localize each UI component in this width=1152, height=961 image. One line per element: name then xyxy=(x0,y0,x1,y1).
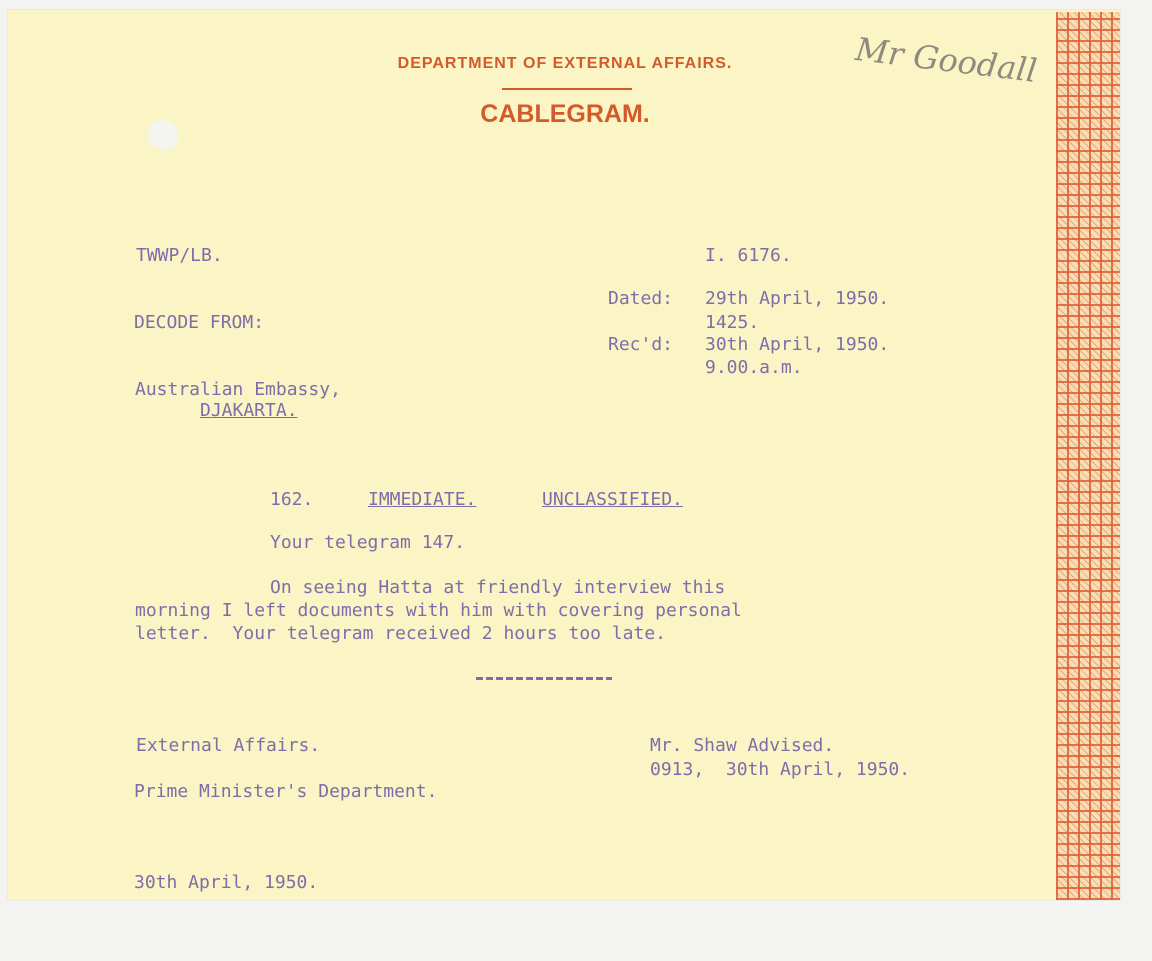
message-number: 162. xyxy=(270,489,314,510)
heading-rule xyxy=(502,88,632,90)
reference-code: TWWP/LB. xyxy=(136,245,223,266)
advised-line-2: 0913, 30th April, 1950. xyxy=(650,759,911,780)
end-of-message-rule xyxy=(476,677,612,680)
distribution-line-2: Prime Minister's Department. xyxy=(134,781,438,802)
message-body-line-1: On seeing Hatta at friendly interview this xyxy=(270,577,726,598)
reference-telegram: Your telegram 147. xyxy=(270,532,466,553)
dated-value: 29th April, 1950. xyxy=(705,288,890,309)
document-title: CABLEGRAM. xyxy=(480,100,650,128)
sender-city: DJAKARTA. xyxy=(200,400,298,421)
dated-time: 1425. xyxy=(705,312,760,333)
message-body-line-2: morning I left documents with him with covering personal xyxy=(135,600,742,621)
advised-line-1: Mr. Shaw Advised. xyxy=(650,735,835,756)
footer-date: 30th April, 1950. xyxy=(134,872,319,893)
decode-from-label: DECODE FROM: xyxy=(134,312,265,333)
dated-label: Dated: xyxy=(608,288,674,309)
sender-name: Australian Embassy, xyxy=(135,379,341,400)
distribution-line-1: External Affairs. xyxy=(136,735,321,756)
received-time: 9.00.a.m. xyxy=(705,357,803,378)
decorative-border xyxy=(1056,12,1120,900)
cable-number: I. 6176. xyxy=(705,245,792,266)
received-value: 30th April, 1950. xyxy=(705,334,890,355)
punch-hole xyxy=(148,120,178,150)
department-heading: DEPARTMENT OF EXTERNAL AFFAIRS. xyxy=(397,55,733,72)
classification-label: UNCLASSIFIED. xyxy=(542,489,683,510)
message-body-line-3: letter. Your telegram received 2 hours too late. xyxy=(135,623,667,644)
received-label: Rec'd: xyxy=(608,334,674,355)
priority-label: IMMEDIATE. xyxy=(368,489,477,510)
handwritten-note: Mr Goodall xyxy=(853,30,1040,90)
